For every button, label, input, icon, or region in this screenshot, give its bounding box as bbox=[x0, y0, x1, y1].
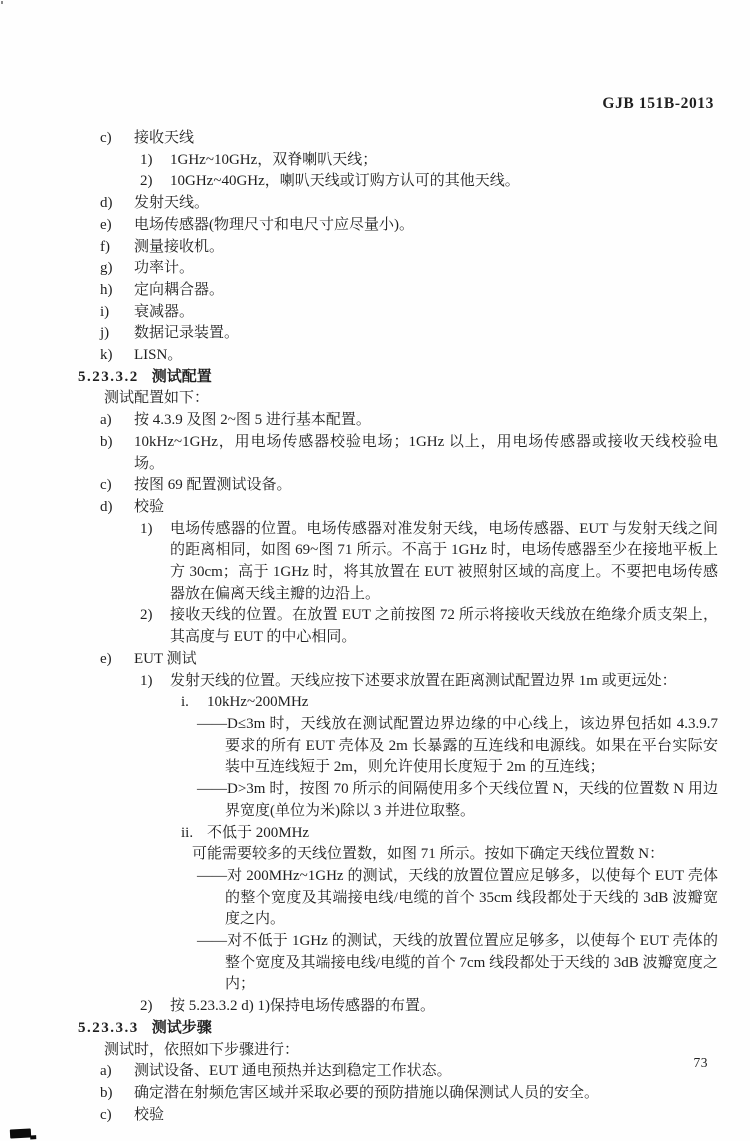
standard-number: GJB 151B-2013 bbox=[602, 95, 714, 112]
list-item-number bbox=[140, 150, 718, 172]
item-label: b) bbox=[100, 1084, 113, 1101]
item-text: 接收天线 bbox=[134, 130, 195, 146]
item-text: 校验 bbox=[134, 1106, 165, 1123]
section-heading bbox=[78, 367, 718, 389]
item-text: 按图 69 配置测试设备。 bbox=[134, 477, 292, 494]
item-text: 定向耦合器。 bbox=[134, 281, 225, 298]
list-item-number bbox=[140, 519, 718, 606]
list-item-number bbox=[140, 671, 718, 693]
item-label: k) bbox=[100, 347, 113, 364]
item-text: 1GHz~10GHz，双脊喇叭天线； bbox=[170, 151, 378, 168]
section-title: 测试配置 bbox=[151, 368, 212, 385]
item-label: a) bbox=[100, 1063, 112, 1080]
dash-item: ——D>3m 时，按图 70 所示的间隔使用多个天线位置 N，天线的位置数 N 用边界宽度(单位为米)除以 3 并进位取整。 bbox=[197, 781, 718, 819]
document-body bbox=[0, 128, 750, 1126]
item-text: 不低于 200MHz bbox=[207, 824, 310, 841]
paragraph: 测试配置如下： bbox=[104, 390, 210, 407]
item-label: e) bbox=[100, 650, 112, 667]
item-label: j) bbox=[100, 325, 110, 342]
item-text: 功率计。 bbox=[134, 260, 195, 277]
list-item-number bbox=[140, 605, 718, 648]
dash-item: ——对不低于 1GHz 的测试，天线的放置位置应足够多，以使每个 EUT 壳体的整个宽度及其端接电线/电缆的首个 7cm 线段都处于天线的 3dB 波瓣宽度之内； bbox=[197, 933, 718, 993]
item-label: d) bbox=[100, 195, 113, 212]
item-text: 按 5.23.3.2 d) 1)保持电场传感器的布置。 bbox=[170, 998, 435, 1015]
dash-item: ——D≤3m 时，天线放在测试配置边界边缘的中心线上，该边界包括如 4.3.9.7 要求的所有 EUT 壳体及 2m 长暴露的互连线和电源线。如果在平台实际安装中互连线短于 2m，则允许使用长度短于 2m 的互连线； bbox=[197, 715, 718, 776]
item-text: 测量接收机。 bbox=[134, 238, 225, 255]
item-text: EUT 测试 bbox=[134, 650, 197, 667]
item-label: 1) bbox=[140, 151, 153, 168]
list-item-letter bbox=[100, 302, 718, 324]
item-label: c) bbox=[100, 130, 112, 146]
item-label: f) bbox=[100, 238, 110, 255]
item-text: 按 4.3.9 及图 2~图 5 进行基本配置。 bbox=[134, 412, 371, 429]
list-item-letter bbox=[100, 323, 718, 345]
item-text: 确定潜在射频危害区域并采取必要的预防措施以确保测试人员的安全。 bbox=[134, 1084, 600, 1101]
roman-item-body: 可能需要较多的天线位置数，如图 71 所示。按如下确定天线位置数 N： bbox=[192, 846, 665, 863]
item-text: 10kHz~1GHz，用电场传感器校验电场；1GHz 以上，用电场传感器或接收天线校验电场。 bbox=[134, 433, 718, 472]
item-text: 衰减器。 bbox=[134, 303, 195, 320]
item-text: LISN。 bbox=[134, 347, 183, 364]
item-text: 接收天线的位置。在放置 EUT 之前按图 72 所示将接收天线放在绝缘介质支架上，其高度与 EUT 的中心相同。 bbox=[170, 607, 718, 646]
item-label: ii. bbox=[181, 824, 194, 841]
item-label: c) bbox=[100, 1106, 112, 1123]
item-label: a) bbox=[100, 412, 112, 429]
item-label: i) bbox=[100, 303, 110, 320]
item-text: 10kHz~200MHz bbox=[207, 694, 309, 711]
item-text: 10GHz~40GHz，喇叭天线或订购方认可的其他天线。 bbox=[170, 173, 520, 190]
list-item-letter bbox=[100, 497, 718, 519]
item-text: 发射天线的位置。天线应按下述要求放置在距离测试配置边界 1m 或更远处： bbox=[170, 672, 677, 689]
list-item-letter bbox=[100, 475, 718, 497]
list-item-letter bbox=[100, 1083, 718, 1105]
item-text: 测试设备、EUT 通电预热并达到稳定工作状态。 bbox=[134, 1063, 452, 1080]
item-label: c) bbox=[100, 477, 112, 494]
item-label: b) bbox=[100, 433, 113, 450]
item-label: g) bbox=[100, 260, 113, 277]
item-label: i. bbox=[181, 694, 189, 711]
item-label: 1) bbox=[140, 672, 153, 689]
item-label: 2) bbox=[140, 998, 153, 1015]
section-number: 5.23.3.2 bbox=[78, 368, 139, 385]
dash-item: ——对 200MHz~1GHz 的测试，天线的放置位置应足够多，以使每个 EUT 壳体的整个宽度及其端接电线/电缆的首个 35cm 线段都处于天线的 3dB 波瓣宽度之内。 bbox=[197, 867, 718, 928]
item-label: 2) bbox=[140, 607, 153, 624]
list-item-number bbox=[140, 171, 718, 193]
list-item-letter bbox=[100, 410, 718, 432]
item-label: 2) bbox=[140, 173, 153, 190]
list-item-roman bbox=[181, 692, 718, 714]
item-text: 发射天线。 bbox=[134, 195, 210, 212]
list-item-letter bbox=[100, 237, 718, 259]
list-item-letter bbox=[100, 1105, 718, 1127]
list-item-number bbox=[140, 996, 718, 1018]
item-text: 电场传感器(物理尺寸和电尺寸应尽量小)。 bbox=[134, 216, 414, 233]
section-title: 测试步骤 bbox=[151, 1019, 212, 1036]
item-label: h) bbox=[100, 281, 113, 298]
section-heading bbox=[78, 1018, 718, 1040]
item-label: 1) bbox=[140, 520, 153, 537]
item-text: 电场传感器的位置。电场传感器对准发射天线，电场传感器、EUT 与发射天线之间的距离相同，如图 69~图 71 所示。不高于 1GHz 时，电场传感器至少在接地平板上方 30cm；高于 1GHz 时，将其放置在 EUT 被照射区域的高度上。不要把电场传感器放在偏离天线主瓣的边沿上。 bbox=[170, 520, 718, 602]
list-item-letter bbox=[100, 128, 718, 150]
list-item-letter bbox=[100, 215, 718, 237]
scan-artifact-speck bbox=[1, 1, 3, 4]
list-item-roman bbox=[181, 823, 718, 845]
paragraph: 测试时，依照如下步骤进行： bbox=[104, 1041, 300, 1058]
item-text: 校验 bbox=[134, 498, 165, 515]
list-item-letter bbox=[100, 1061, 718, 1083]
scan-artifact-blob bbox=[10, 1128, 31, 1138]
item-label: d) bbox=[100, 498, 113, 515]
item-text: 数据记录装置。 bbox=[134, 325, 240, 342]
list-item-letter bbox=[100, 280, 718, 302]
list-item-letter bbox=[100, 649, 718, 671]
list-item-letter bbox=[100, 258, 718, 280]
list-item-letter bbox=[100, 345, 718, 367]
item-label: e) bbox=[100, 216, 112, 233]
section-number: 5.23.3.3 bbox=[78, 1019, 139, 1036]
list-item-letter bbox=[100, 432, 718, 475]
list-item-letter bbox=[100, 193, 718, 215]
page-number: 73 bbox=[693, 1055, 708, 1070]
